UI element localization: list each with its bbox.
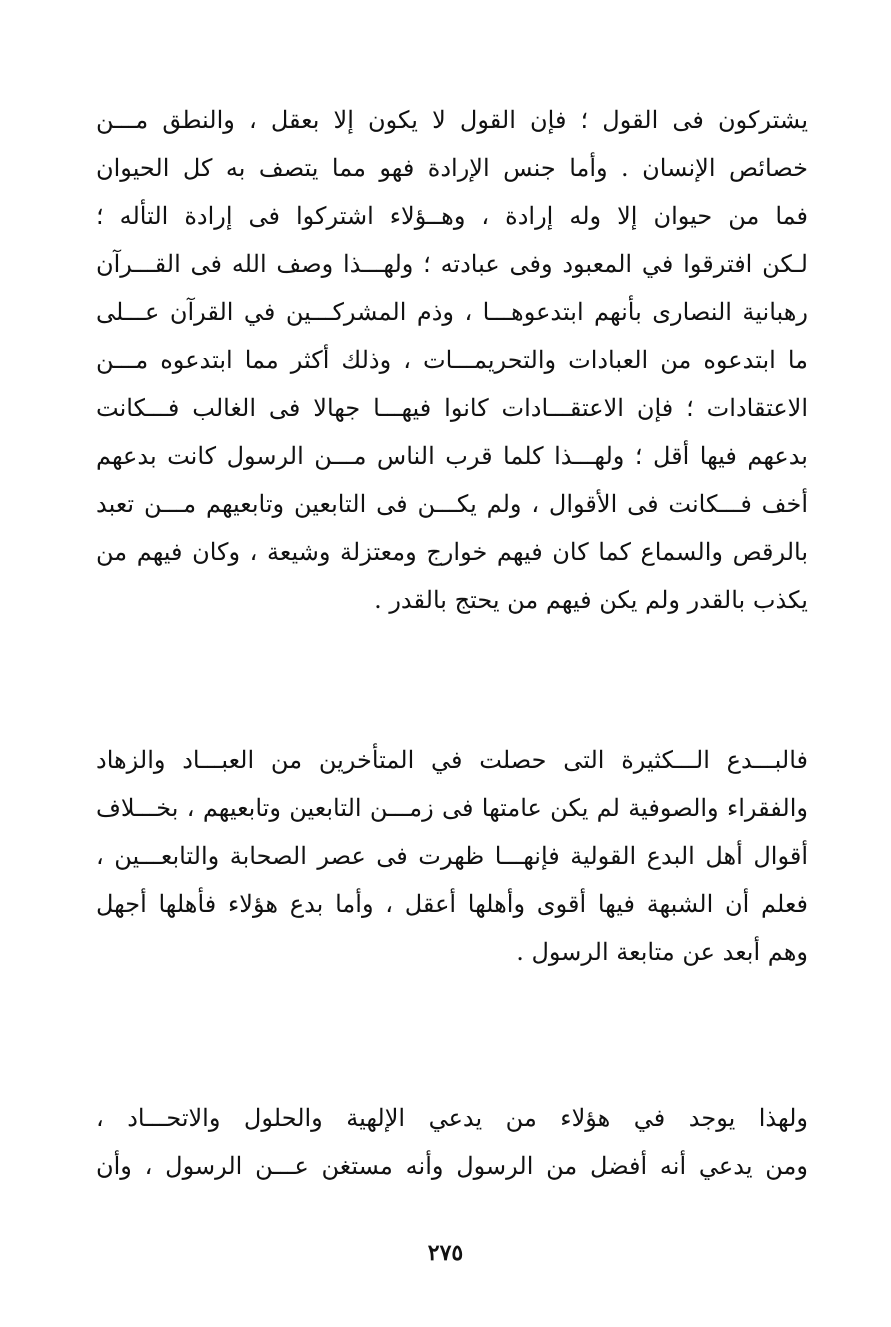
text-line: يشتركون فى القول ؛ فإن القول لا يكون إلا بعقل ، والنطق مـــن (96, 106, 808, 134)
text-line: بدعهم فيها أقل ؛ ولهـــذا كلما قرب الناس مـــن الرسول كانت بدعهم (96, 442, 808, 470)
text-line: خصائص الإنسان . وأما جنس الإرادة فهو مما يتصف به كل الحيوان (96, 154, 808, 182)
text-line: ما ابتدعوه من العبادات والتحريمـــات ، وذلك أكثر مما ابتدعوه مـــن (96, 346, 808, 374)
page-number: ٢٧٥ (427, 1240, 464, 1266)
text-line: فما من حيوان إلا وله إرادة ، وهــؤلاء اشتركوا فى إرادة التأله ؛ (96, 202, 808, 230)
paragraph-3 (96, 1094, 808, 1190)
text-line: رهبانية النصارى بأنهم ابتدعوهـــا ، وذم المشركـــين في القرآن عـــلى (96, 298, 808, 326)
text-line: أخف فـــكانت فى الأقوال ، ولم يكـــن فى التابعين وتابعيهم مـــن تعبد (96, 490, 808, 518)
text-line: والفقراء والصوفية لم يكن عامتها فى زمـــن التابعين وتابعيهم ، بخـــلاف (96, 794, 808, 822)
text-line: لـكن افترقوا في المعبود وفى عبادته ؛ ولهـــذا وصف الله فى القـــرآن (96, 250, 808, 278)
text-line: بالرقص والسماع كما كان فيهم خوارج ومعتزلة وشيعة ، وكان فيهم من (96, 538, 808, 566)
text-line: أقوال أهل البدع القولية فإنهـــا ظهرت فى عصر الصحابة والتابعـــين ، (96, 842, 808, 870)
paragraph-1 (96, 96, 808, 624)
text-line: الاعتقادات ؛ فإن الاعتقـــادات كانوا فيهـــا جهالا فى الغالب فـــكانت (96, 394, 808, 422)
text-line: وهم أبعد عن متابعة الرسول . (516, 938, 808, 966)
text-line: ومن يدعي أنه أفضل من الرسول وأنه مستغن عـــن الرسول ، وأن (96, 1152, 808, 1180)
text-line: يكذب بالقدر ولم يكن فيهم من يحتج بالقدر . (374, 586, 808, 614)
text-line: فعلم أن الشبهة فيها أقوى وأهلها أعقل ، وأما بدع هؤلاء فأهلها أجهل (96, 890, 808, 918)
text-line: ولهذا يوجد في هؤلاء من يدعي الإلهية والحلول والاتحـــاد ، (96, 1104, 808, 1132)
text-line: فالبـــدع الـــكثيرة التى حصلت في المتأخرين من العبـــاد والزهاد (96, 746, 808, 774)
paragraph-2 (96, 736, 808, 976)
